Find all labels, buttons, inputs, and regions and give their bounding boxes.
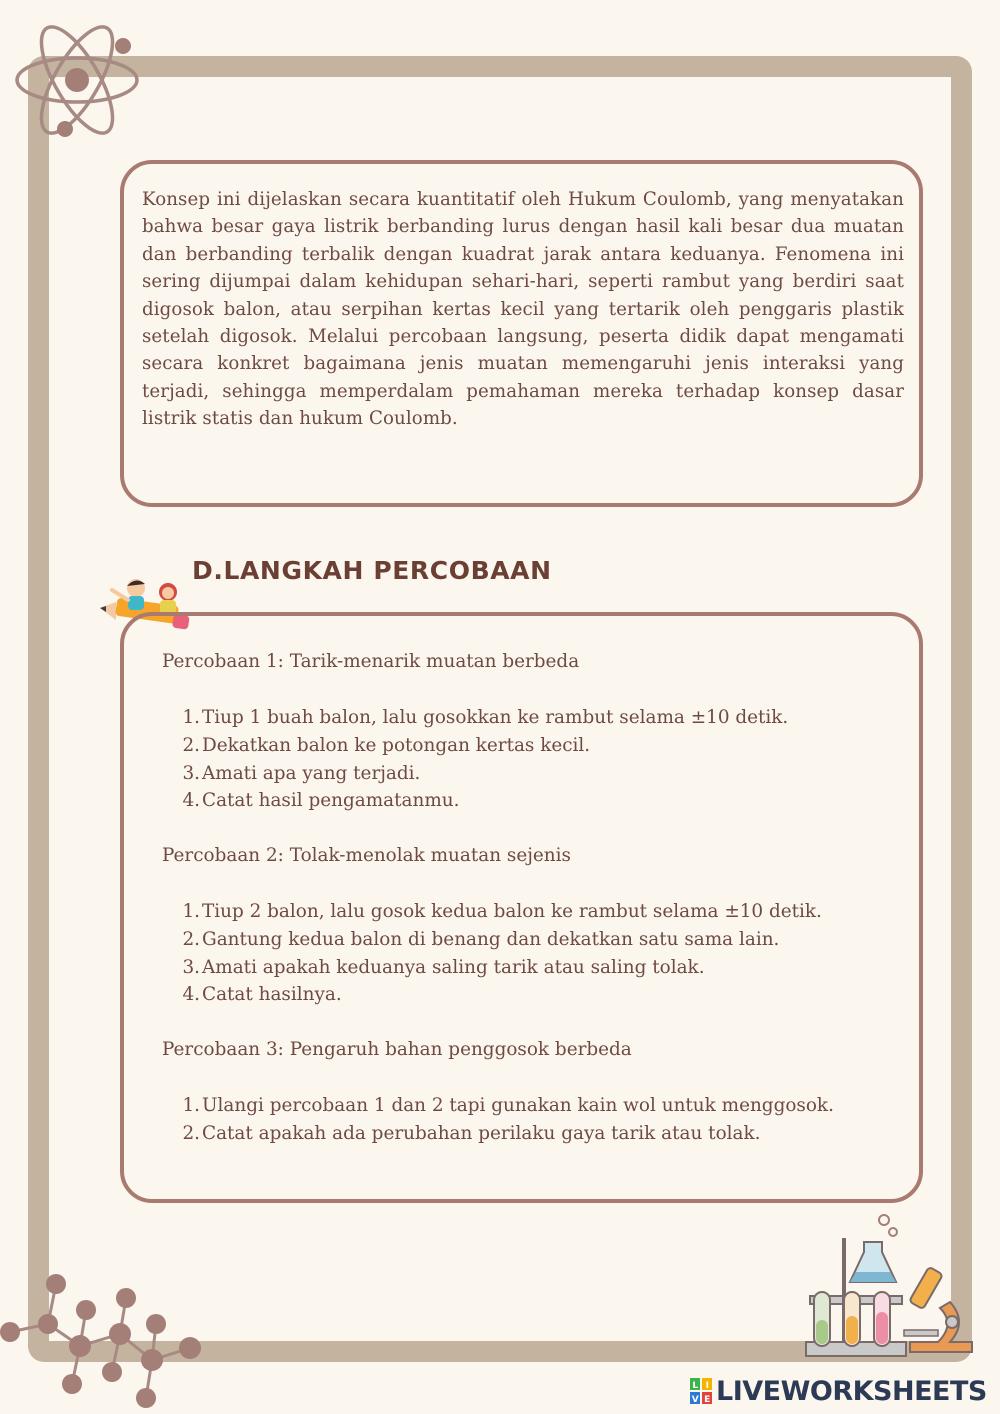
list-item: 2. Gantung kedua balon di benang dan dekatkan satu sama lain. [182,928,780,950]
brand-label: LIVEWORKSHEETS [716,1375,987,1407]
svg-text:I: I [705,1381,709,1391]
svg-text:V: V [691,1395,699,1404]
experiment-steps [176,704,788,815]
intro-text-box [120,160,923,507]
svg-text:E: E [704,1395,710,1404]
experiment-title: Percobaan 3: Pengaruh bahan penggosok berbeda [162,1039,632,1060]
experiment-title: Percobaan 2: Tolak-menolak muatan sejenis [162,845,571,866]
experiment-steps [176,898,822,1009]
list-item: 2. Catat apakah ada perubahan perilaku gaya tarik atau tolak. [182,1122,761,1144]
liveworksheets-logo-icon [690,1378,712,1404]
list-item: 4. Catat hasil pengamatanmu. [182,790,460,812]
experiment-steps [176,1092,834,1148]
experiment-title: Percobaan 1: Tarik-menarik muatan berbeda [162,651,580,672]
molecule-icon [0,1268,215,1414]
list-item: 3. Amati apa yang terjadi. [182,762,421,784]
list-item: 1. Ulangi percobaan 1 dan 2 tapi gunakan kain wol untuk menggosok. [182,1095,834,1116]
list-item: 1. Tiup 1 buah balon, lalu gosokkan ke rambut selama ±10 detik. [182,707,789,728]
list-item: 1. Tiup 2 balon, lalu gosok kedua balon ke rambut selama ±10 detik. [182,901,822,922]
list-item: 4. Catat hasilnya. [182,984,342,1006]
list-item: 2. Dekatkan balon ke potongan kertas kecil. [182,734,591,756]
list-item: 3. Amati apakah keduanya saling tarik atau saling tolak. [182,956,705,978]
liveworksheets-brand [690,1374,987,1408]
svg-text:L: L [692,1381,698,1391]
intro-paragraph: Konsep ini dijelaskan secara kuantitatif oleh Hukum Coulomb, yang menyatakan bahwa besar gaya listrik berbanding lurus dengan hasil kali besar dua muatan dan berbanding terbalik dengan kuadrat jarak antara keduanya. Fenomena ini sering dijumpai dalam kehidupan sehari-hari, seperti rambut yang berdiri saat digosok balon, atau serpihan kertas kecil yang tertarik oleh penggaris plastik setelah digosok. Melalui percobaan langsung, peserta didik dapat mengamati secara konkret bagaimana jenis muatan memengaruhi jenis interaksi yang terjadi, sehingga memperdalam pemahaman mereka terhadap konsep dasar listrik statis dan hukum Coulomb. [142,189,904,430]
lab-equipment-illustration [800,1212,980,1362]
section-heading: D.LANGKAH PERCOBAAN [192,556,552,585]
atom-icon [14,22,144,142]
steps-box [120,612,923,1203]
